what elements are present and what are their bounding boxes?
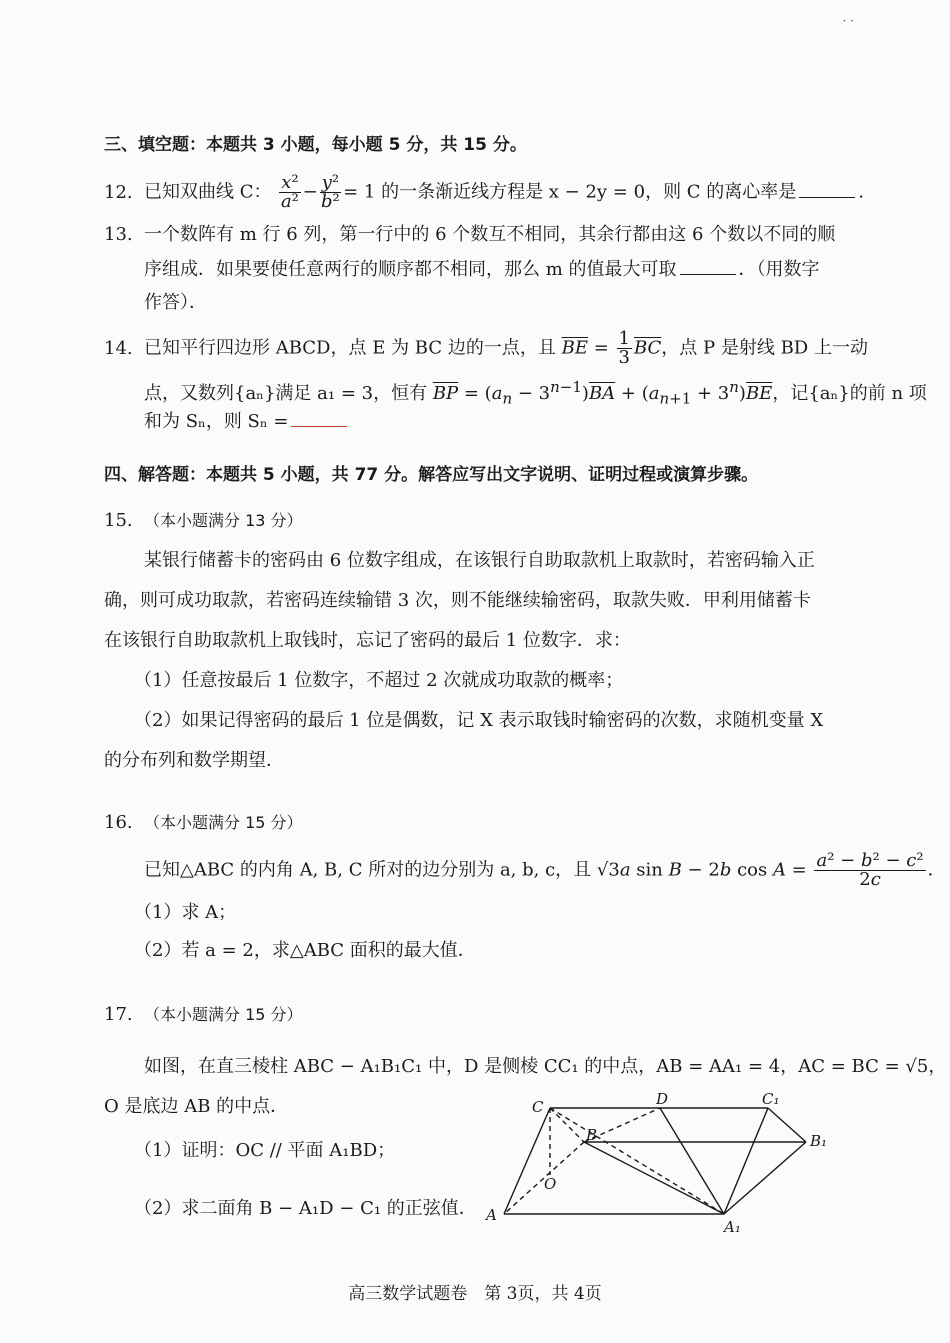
q17-header-line (104, 1002, 303, 1028)
q12-text-b: = 1 的一条渐近线方程是 x − 2y = 0，则 C 的离心率是 (343, 181, 797, 203)
label-A: A (486, 1206, 497, 1224)
question-14-line1: 14. 已知平行四边形 ABCD，点 E 为 BC 边的一点，且 $\overline{BE}$ = $\frac{1}{3}$ $\overline{BC}$，点 P 是射线 BD 上一动 (104, 328, 868, 368)
q12-end: . (858, 181, 865, 203)
q12-frac-y: $\frac{\text{y²}}{\text{b²}}$ (321, 172, 340, 212)
q17-sub1: （1）证明：OC // 平面 A₁BD； (134, 1140, 396, 1161)
q12-frac-x: $\frac{\text{x²}}{\text{a²}}$ (280, 172, 299, 212)
q16-header-line (104, 810, 303, 836)
q15-number: 15. (104, 510, 133, 531)
q16-sub2: （2）若 a = 2，求△ABC 面积的最大值． (134, 940, 476, 961)
q13-answer-blank[interactable] (680, 256, 736, 275)
label-A1: A₁ (724, 1218, 741, 1236)
q13-line1: 一个数阵有 m 行 6 列，第一行中的 6 个数互不相同，其余行都由这 6 个数以不同的顺 (144, 224, 836, 245)
q13-line2: 序组成．如果要使任意两行的顺序都不相同，那么 m 的值最大可取 (144, 259, 677, 280)
q14-line1-b: ，点 P 是射线 BD 上一动 (661, 337, 868, 359)
q15-header: （本小题满分 13 分） (144, 511, 303, 530)
edge-CA (504, 1108, 550, 1214)
q17-sub2: （2）求二面角 B − A₁D − C₁ 的正弦值． (134, 1198, 477, 1219)
corner-mark: · · (842, 14, 854, 28)
q14-answer-blank[interactable] (291, 408, 347, 427)
q16-p1-a: 已知△ABC 的内角 A, B, C 所对的边分别为 a, b, c，且 (144, 859, 592, 881)
q16-sub1: （1）求 A； (134, 902, 237, 923)
q15-sub2b: 的分布列和数学期望． (104, 750, 284, 771)
question-13-line1 (104, 222, 835, 248)
q15-sub2: （2）如果记得密码的最后 1 位是偶数，记 X 表示取钱时输密码的次数，求随机变量 X (134, 710, 824, 731)
edge-CA1 (550, 1108, 724, 1214)
question-13-line3: 作答）． (144, 292, 207, 313)
q16-fraction: $\frac{\text{a² − b² − c²}}{2c}$ (816, 850, 924, 890)
q15-p2: 确，则可成功取款，若密码连续输错 3 次，则不能继续输密码，取款失败．甲利用储蓄卡 (104, 590, 811, 611)
edge-C1B1 (768, 1108, 806, 1142)
edge-B1A1 (724, 1142, 806, 1214)
question-14-line2: 点，又数列{aₙ}满足 a₁ = 3，恒有 $\overline{BP} = (a_n - 3^{n-1})\overline{BA} + (a_{n+1} + 3^n)\overline{BE}$，记{aₙ}的前 n 项 (144, 378, 927, 408)
q14-line3: 和为 Sₙ，则 Sₙ = (144, 411, 289, 432)
q14-number: 14. (104, 337, 133, 359)
q16-number: 16. (104, 812, 133, 833)
q17-p2: O 是底边 AB 的中点． (104, 1096, 289, 1117)
q14-line2-b: ，记{aₙ}的前 n 项 (772, 383, 927, 404)
q16-header: （本小题满分 15 分） (144, 813, 303, 832)
page-footer: 高三数学试题卷 第 3页，共 4页 (348, 1284, 602, 1304)
prism-figure (480, 1090, 830, 1240)
edge-CB (550, 1108, 584, 1142)
q12-answer-blank[interactable] (799, 179, 855, 198)
section4-title: 四、解答题：本题共 5 小题，共 77 分。解答应写出文字说明、证明过程或演算步骤。 (104, 465, 759, 485)
question-14-line3 (144, 408, 350, 435)
q14-line1-a: 已知平行四边形 ABCD，点 E 为 BC 边的一点，且 (144, 337, 556, 359)
q14-line2-a: 点，又数列{aₙ}满足 a₁ = 3，恒有 (144, 383, 428, 404)
label-O: O (544, 1175, 557, 1193)
q13-line2-end: ．（用数字 (738, 259, 820, 280)
q15-p3: 在该银行自助取款机上取钱时，忘记了密码的最后 1 位数字．求： (104, 630, 631, 651)
label-B: B (586, 1126, 598, 1144)
edge-C1A1 (724, 1108, 768, 1214)
q17-header: （本小题满分 15 分） (144, 1005, 303, 1024)
label-B1: B₁ (810, 1132, 828, 1150)
section3-title: 三、填空题：本题共 3 小题，每小题 5 分，共 15 分。 (104, 135, 527, 155)
label-C: C (532, 1098, 544, 1116)
q13-number: 13. (104, 224, 133, 245)
label-D: D (656, 1090, 669, 1108)
q17-number: 17. (104, 1004, 133, 1025)
question-13-line2 (144, 256, 820, 283)
q15-p1: 某银行储蓄卡的密码由 6 位数字组成，在该银行自助取款机上取款时，若密码输入正 (144, 550, 815, 571)
q15-sub1: （1）任意按最后 1 位数字，不超过 2 次就成功取款的概率； (134, 670, 624, 691)
q16-p1: 已知△ABC 的内角 A, B, C 所对的边分别为 a, b, c，且 √3a sin B − 2b cos A = $\frac{\text{a² − b² − c²}}{2c}$ ． (144, 850, 946, 890)
q12-text-a: 已知双曲线 C： (144, 181, 272, 203)
q12-number: 12. (104, 181, 133, 203)
q15-header-line (104, 508, 303, 534)
q17-p1: 如图，在直三棱柱 ABC − A₁B₁C₁ 中，D 是侧棱 CC₁ 的中点，AB = AA₁ = 4，AC = BC = √5， (144, 1056, 947, 1077)
label-C1: C₁ (762, 1090, 780, 1108)
question-12: 12. 已知双曲线 C： $\frac{\text{x²}}{\text{a²}}$ − $\frac{\text{y²}}{\text{b²}}$ = 1 的一条渐近线方程是 x − 2y = 0，则 C 的离心率是 . (104, 172, 865, 212)
